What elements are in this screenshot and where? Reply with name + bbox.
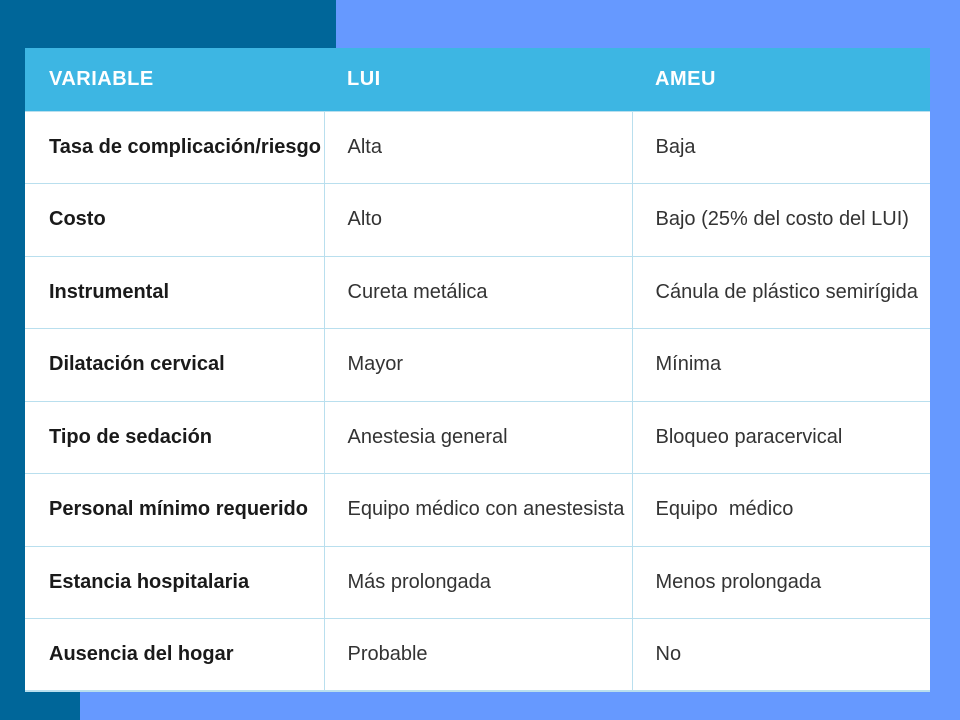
header-lui: LUI: [324, 48, 632, 111]
row-variable: Instrumental: [25, 256, 324, 329]
header-variable: VARIABLE: [25, 48, 324, 111]
row-ameu-value: Menos prolongada: [632, 546, 930, 619]
table-row: [25, 184, 930, 257]
row-variable: Tasa de complicación/riesgo: [25, 111, 324, 184]
table-header-row: [25, 48, 930, 111]
row-lui-value: Alta: [324, 111, 632, 184]
row-variable: Tipo de sedación: [25, 401, 324, 474]
row-lui-value: Cureta metálica: [324, 256, 632, 329]
row-variable: Dilatación cervical: [25, 329, 324, 402]
row-ameu-value: Bajo (25% del costo del LUI): [632, 184, 930, 257]
row-ameu-value: Bloqueo paracervical: [632, 401, 930, 474]
row-variable: Personal mínimo requerido: [25, 474, 324, 547]
row-ameu-value: Baja: [632, 111, 930, 184]
row-lui-value: Probable: [324, 619, 632, 692]
row-ameu-value: Cánula de plástico semirígida: [632, 256, 930, 329]
table-row: [25, 474, 930, 547]
table-row: [25, 619, 930, 692]
row-lui-value: Equipo médico con anestesista: [324, 474, 632, 547]
table-row: [25, 329, 930, 402]
comparison-table: [25, 48, 930, 692]
row-ameu-value: No: [632, 619, 930, 692]
row-lui-value: Más prolongada: [324, 546, 632, 619]
row-ameu-value: Equipo médico: [632, 474, 930, 547]
row-ameu-value: Mínima: [632, 329, 930, 402]
comparison-table-card: [25, 48, 930, 692]
row-variable: Costo: [25, 184, 324, 257]
row-lui-value: Alto: [324, 184, 632, 257]
header-ameu: AMEU: [632, 48, 930, 111]
table-row: [25, 111, 930, 184]
table-row: [25, 256, 930, 329]
row-lui-value: Anestesia general: [324, 401, 632, 474]
row-variable: Estancia hospitalaria: [25, 546, 324, 619]
row-variable: Ausencia del hogar: [25, 619, 324, 692]
row-lui-value: Mayor: [324, 329, 632, 402]
table-row: [25, 401, 930, 474]
table-row: [25, 546, 930, 619]
